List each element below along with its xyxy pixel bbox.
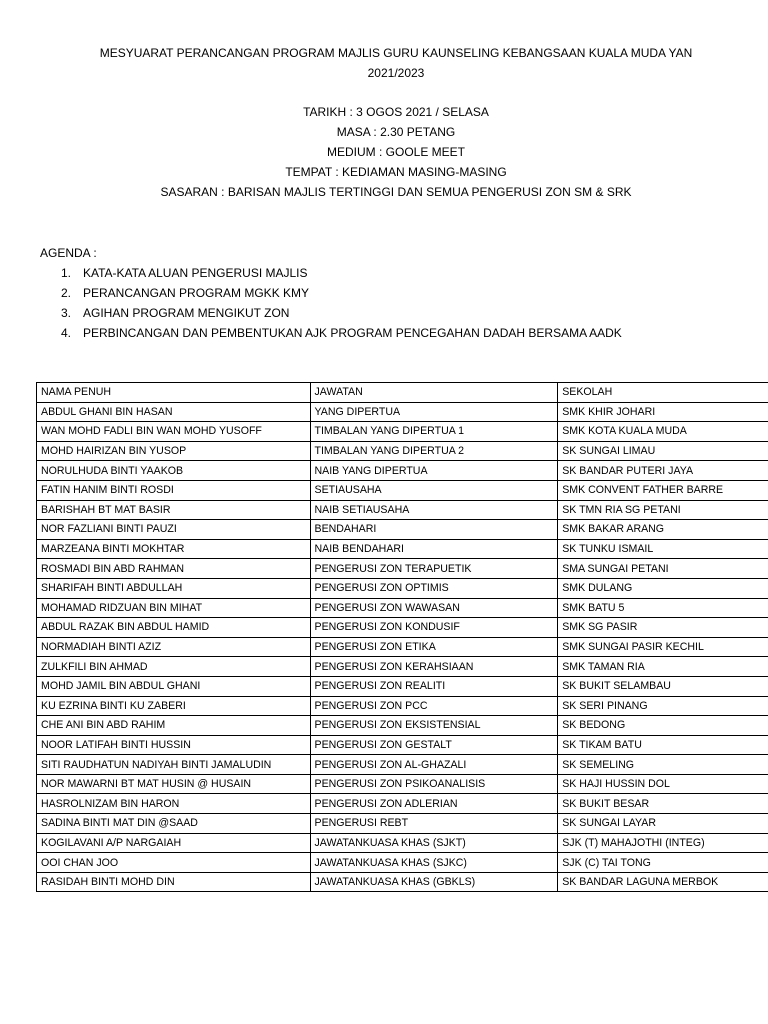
- agenda-item: [40, 303, 622, 323]
- cell-jawatan: PENGERUSI ZON WAWASAN: [310, 598, 558, 618]
- cell-nama-penuh: RASIDAH BINTI MOHD DIN: [37, 872, 311, 892]
- table-row: [37, 716, 768, 736]
- cell-nama-penuh: FATIN HANIM BINTI ROSDI: [37, 480, 311, 500]
- cell-sekolah: SMK DULANG: [558, 578, 768, 598]
- cell-jawatan: JAWATANKUASA KHAS (SJKC): [310, 853, 558, 873]
- cell-jawatan: SETIAUSAHA: [310, 480, 558, 500]
- cell-sekolah: SMK KOTA KUALA MUDA: [558, 422, 768, 442]
- cell-nama-penuh: MOHD JAMIL BIN ABDUL GHANI: [37, 676, 311, 696]
- agenda-item-text: PERBINCANGAN DAN PEMBENTUKAN AJK PROGRAM PENCEGAHAN DADAH BERSAMA AADK: [83, 326, 622, 340]
- cell-sekolah: SK TMN RIA SG PETANI: [558, 500, 768, 520]
- cell-sekolah: SK BEDONG: [558, 716, 768, 736]
- table-row: [37, 794, 768, 814]
- cell-nama-penuh: OOI CHAN JOO: [37, 853, 311, 873]
- cell-jawatan: PENGERUSI ZON PSIKOANALISIS: [310, 774, 558, 794]
- table-row: [37, 657, 768, 677]
- agenda-item-text: PERANCANGAN PROGRAM MGKK KMY: [83, 286, 310, 300]
- cell-nama-penuh: NOOR LATIFAH BINTI HUSSIN: [37, 735, 311, 755]
- table-row: [37, 441, 768, 461]
- cell-nama-penuh: NOR MAWARNI BT MAT HUSIN @ HUSAIN: [37, 774, 311, 794]
- header-sekolah: SEKOLAH: [558, 383, 768, 403]
- cell-sekolah: SK TUNKU ISMAIL: [558, 539, 768, 559]
- cell-nama-penuh: BARISHAH BT MAT BASIR: [37, 500, 311, 520]
- cell-sekolah: SMK BATU 5: [558, 598, 768, 618]
- cell-jawatan: PENGERUSI REBT: [310, 814, 558, 834]
- cell-sekolah: SMK SG PASIR: [558, 618, 768, 638]
- table-row: [37, 814, 768, 834]
- cell-sekolah: SK BANDAR PUTERI JAYA: [558, 461, 768, 481]
- cell-sekolah: SK BUKIT BESAR: [558, 794, 768, 814]
- cell-jawatan: PENGERUSI ZON GESTALT: [310, 735, 558, 755]
- cell-sekolah: SMA SUNGAI PETANI: [558, 559, 768, 579]
- cell-jawatan: JAWATANKUASA KHAS (SJKT): [310, 833, 558, 853]
- title-line-2: 2021/2023: [367, 66, 425, 80]
- cell-nama-penuh: WAN MOHD FADLI BIN WAN MOHD YUSOFF: [37, 422, 311, 442]
- cell-jawatan: PENGERUSI ZON KERAHSIAAN: [310, 657, 558, 677]
- cell-sekolah: SJK (T) MAHAJOTHI (INTEG): [558, 833, 768, 853]
- table-row: [37, 500, 768, 520]
- meeting-date: TARIKH : 3 OGOS 2021 / SELASA: [303, 105, 489, 119]
- table-row: [37, 402, 768, 422]
- table-row: [37, 833, 768, 853]
- agenda-section: [40, 243, 622, 343]
- cell-nama-penuh: KOGILAVANI A/P NARGAIAH: [37, 833, 311, 853]
- cell-jawatan: PENGERUSI ZON ADLERIAN: [310, 794, 558, 814]
- cell-nama-penuh: MOHD HAIRIZAN BIN YUSOP: [37, 441, 311, 461]
- agenda-item: [40, 283, 622, 303]
- meeting-details: [96, 102, 696, 202]
- agenda-item-number: 2.: [61, 286, 72, 300]
- meeting-target: SASARAN : BARISAN MAJLIS TERTINGGI DAN SEMUA PENGERUSI ZON SM & SRK: [160, 185, 632, 199]
- cell-sekolah: SMK SUNGAI PASIR KECHIL: [558, 637, 768, 657]
- agenda-item: [40, 263, 622, 283]
- cell-jawatan: PENGERUSI ZON AL-GHAZALI: [310, 755, 558, 775]
- table-body: [37, 402, 768, 892]
- cell-nama-penuh: NOR FAZLIANI BINTI PAUZI: [37, 520, 311, 540]
- agenda-item-number: 1.: [61, 266, 72, 280]
- cell-nama-penuh: ABDUL GHANI BIN HASAN: [37, 402, 311, 422]
- cell-jawatan: TIMBALAN YANG DIPERTUA 2: [310, 441, 558, 461]
- cell-nama-penuh: ZULKFILI BIN AHMAD: [37, 657, 311, 677]
- cell-jawatan: PENGERUSI ZON EKSISTENSIAL: [310, 716, 558, 736]
- table-row: [37, 539, 768, 559]
- table-row: [37, 696, 768, 716]
- meeting-venue: TEMPAT : KEDIAMAN MASING-MASING: [285, 165, 507, 179]
- cell-sekolah: SK SUNGAI LIMAU: [558, 441, 768, 461]
- cell-sekolah: SK SEMELING: [558, 755, 768, 775]
- agenda-item-number: 3.: [61, 306, 72, 320]
- cell-jawatan: JAWATANKUASA KHAS (GBKLS): [310, 872, 558, 892]
- table-row: [37, 676, 768, 696]
- cell-nama-penuh: SADINA BINTI MAT DIN @SAAD: [37, 814, 311, 834]
- agenda-item: [40, 323, 622, 343]
- cell-sekolah: SMK CONVENT FATHER BARRE: [558, 480, 768, 500]
- table-row: [37, 598, 768, 618]
- cell-jawatan: PENGERUSI ZON ETIKA: [310, 637, 558, 657]
- cell-nama-penuh: SITI RAUDHATUN NADIYAH BINTI JAMALUDIN: [37, 755, 311, 775]
- table-row: [37, 618, 768, 638]
- table-row: [37, 480, 768, 500]
- cell-jawatan: PENGERUSI ZON PCC: [310, 696, 558, 716]
- cell-nama-penuh: SHARIFAH BINTI ABDULLAH: [37, 578, 311, 598]
- cell-nama-penuh: MOHAMAD RIDZUAN BIN MIHAT: [37, 598, 311, 618]
- meeting-title: [96, 43, 696, 83]
- agenda-item-number: 4.: [61, 326, 72, 340]
- cell-jawatan: PENGERUSI ZON REALITI: [310, 676, 558, 696]
- agenda-item-text: KATA-KATA ALUAN PENGERUSI MAJLIS: [83, 266, 308, 280]
- cell-nama-penuh: MARZEANA BINTI MOKHTAR: [37, 539, 311, 559]
- cell-sekolah: SK BUKIT SELAMBAU: [558, 676, 768, 696]
- cell-nama-penuh: NORMADIAH BINTI AZIZ: [37, 637, 311, 657]
- cell-sekolah: SK SERI PINANG: [558, 696, 768, 716]
- cell-jawatan: PENGERUSI ZON KONDUSIF: [310, 618, 558, 638]
- agenda-heading: AGENDA :: [40, 246, 97, 260]
- cell-nama-penuh: KU EZRINA BINTI KU ZABERI: [37, 696, 311, 716]
- table-row: [37, 872, 768, 892]
- header-nama-penuh: NAMA PENUH: [37, 383, 311, 403]
- table-row: [37, 559, 768, 579]
- table-row: [37, 637, 768, 657]
- cell-jawatan: PENGERUSI ZON OPTIMIS: [310, 578, 558, 598]
- cell-sekolah: SJK (C) TAI TONG: [558, 853, 768, 873]
- committee-table: [36, 382, 768, 892]
- cell-sekolah: SMK KHIR JOHARI: [558, 402, 768, 422]
- meeting-medium: MEDIUM : GOOLE MEET: [326, 145, 465, 159]
- cell-jawatan: NAIB BENDAHARI: [310, 539, 558, 559]
- table-row: [37, 735, 768, 755]
- cell-sekolah: SK SUNGAI LAYAR: [558, 814, 768, 834]
- cell-jawatan: NAIB SETIAUSAHA: [310, 500, 558, 520]
- cell-jawatan: BENDAHARI: [310, 520, 558, 540]
- cell-jawatan: YANG DIPERTUA: [310, 402, 558, 422]
- table-row: [37, 578, 768, 598]
- cell-nama-penuh: HASROLNIZAM BIN HARON: [37, 794, 311, 814]
- table-header-row: [37, 383, 768, 403]
- table-row: [37, 755, 768, 775]
- agenda-list: [40, 263, 622, 343]
- cell-sekolah: SK TIKAM BATU: [558, 735, 768, 755]
- table-row: [37, 774, 768, 794]
- table-row: [37, 520, 768, 540]
- header-jawatan: JAWATAN: [310, 383, 558, 403]
- cell-jawatan: TIMBALAN YANG DIPERTUA 1: [310, 422, 558, 442]
- cell-jawatan: NAIB YANG DIPERTUA: [310, 461, 558, 481]
- cell-nama-penuh: ROSMADI BIN ABD RAHMAN: [37, 559, 311, 579]
- cell-sekolah: SK HAJI HUSSIN DOL: [558, 774, 768, 794]
- agenda-item-text: AGIHAN PROGRAM MENGIKUT ZON: [83, 306, 290, 320]
- cell-nama-penuh: NORULHUDA BINTI YAAKOB: [37, 461, 311, 481]
- cell-sekolah: SMK TAMAN RIA: [558, 657, 768, 677]
- table-row: [37, 853, 768, 873]
- meeting-time: MASA : 2.30 PETANG: [336, 125, 456, 139]
- title-line-1: MESYUARAT PERANCANGAN PROGRAM MAJLIS GURU KAUNSELING KEBANGSAAN KUALA MUDA YAN: [99, 46, 693, 60]
- cell-sekolah: SMK BAKAR ARANG: [558, 520, 768, 540]
- table-row: [37, 422, 768, 442]
- cell-sekolah: SK BANDAR LAGUNA MERBOK: [558, 872, 768, 892]
- cell-nama-penuh: ABDUL RAZAK BIN ABDUL HAMID: [37, 618, 311, 638]
- cell-jawatan: PENGERUSI ZON TERAPUETIK: [310, 559, 558, 579]
- cell-nama-penuh: CHE ANI BIN ABD RAHIM: [37, 716, 311, 736]
- table-row: [37, 461, 768, 481]
